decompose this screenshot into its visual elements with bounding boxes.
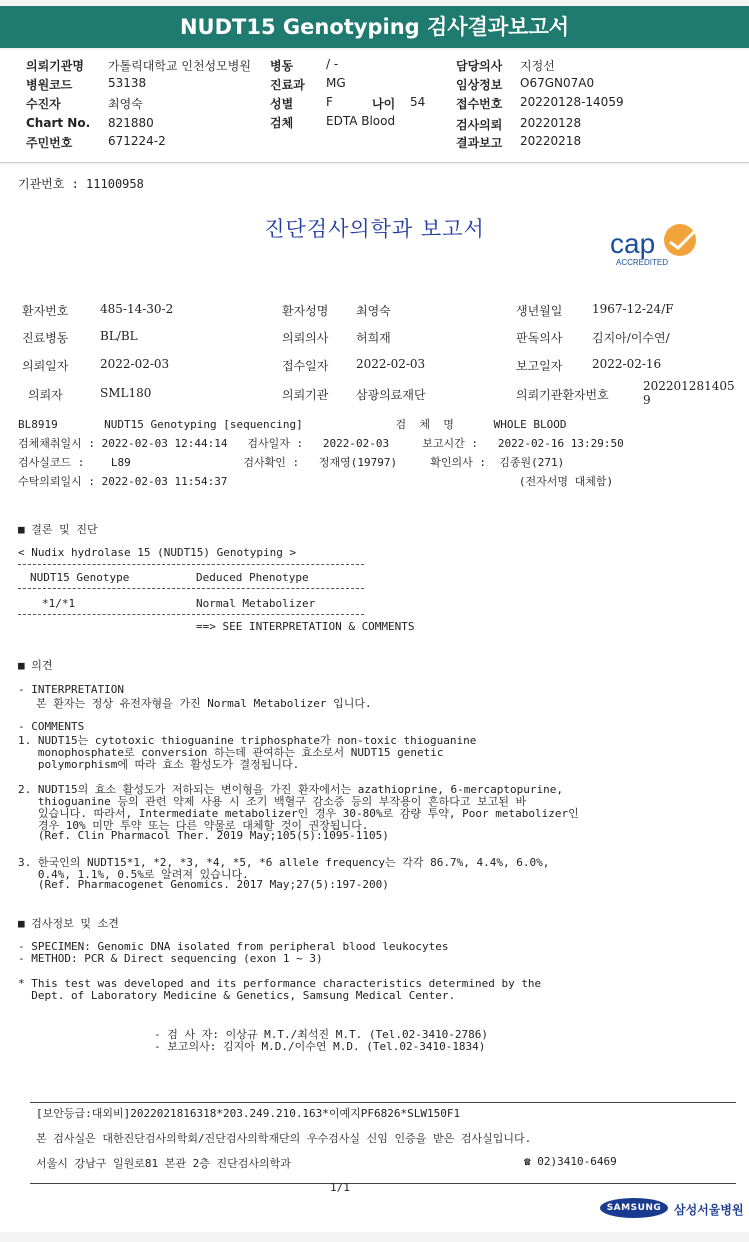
- comment-line: (Ref. Pharmacogenet Genomics. 2017 May;27(5):197-200): [18, 878, 389, 891]
- info-label: 접수일자: [282, 359, 329, 373]
- info-value: 202201281405: [643, 379, 735, 393]
- results-subtitle: < Nudix hydrolase 15 (NUDT15) Genotyping >: [18, 546, 297, 559]
- field-label: 임상정보: [456, 78, 503, 92]
- info-label: 의뢰기관: [282, 388, 329, 402]
- interpretation-text: 본 환자는 정상 유전자형을 가진 Normal Metabolizer 입니다.: [36, 697, 372, 710]
- info-value: 9: [643, 393, 651, 407]
- certification-line: 본 검사실은 대한진단검사의학회/진단검사의학재단의 우수검사실 신임 인증을 받은 검사실입니다.: [36, 1132, 532, 1145]
- report-title: 진단검사의학과 보고서: [264, 217, 485, 241]
- field-label: 주민번호: [26, 136, 73, 150]
- field-value: 20220128-14059: [520, 95, 624, 109]
- comment-line: 있습니다. 따라서, Intermediate metabolizer인 경우 30-80%로 감량 투약, Poor metabolizer인: [18, 807, 579, 820]
- see-interpretation: ==> SEE INTERPRETATION & COMMENTS: [196, 620, 415, 633]
- cap-logo-sub: ACCREDITED: [616, 258, 669, 267]
- divider: [18, 614, 364, 615]
- info-value: 최영숙: [356, 304, 391, 318]
- divider: [18, 564, 364, 565]
- cap-logo-icon: [608, 220, 718, 268]
- info-value: 삼광의료재단: [356, 388, 426, 402]
- field-label: 담당의사: [456, 59, 503, 73]
- info-label: 의뢰일자: [22, 359, 69, 373]
- comment-line: 경우 10% 미만 투약 또는 다른 약물로 대체할 것이 권장됩니다.: [18, 819, 369, 832]
- field-value: O67GN07A0: [520, 76, 595, 90]
- spec-line: * This test was developed and its performance characteristics determined by the: [18, 977, 542, 990]
- info-value: 김지아/이수연/: [592, 331, 670, 345]
- comments-heading: - COMMENTS: [18, 720, 85, 733]
- field-value: 20220128: [520, 116, 582, 130]
- samsung-logo-badge: SAMSUNG: [600, 1198, 668, 1218]
- col-phenotype: Deduced Phenotype: [196, 571, 309, 584]
- comment-line: (Ref. Clin Pharmacol Ther. 2019 May;105(5):1095-1105): [18, 829, 389, 842]
- spec-line: - METHOD: PCR & Direct sequencing (exon 1 ~ 3): [18, 952, 323, 965]
- info-value: 1967-12-24/F: [592, 302, 674, 316]
- field-label: 접수번호: [456, 97, 503, 111]
- info-value: 2022-02-03: [356, 357, 426, 371]
- report-title-bar: NUDT15 Genotyping 검사결과보고서: [0, 6, 749, 48]
- info-value: 허희재: [356, 331, 391, 345]
- field-label: 결과보고: [456, 136, 503, 150]
- field-value: 53138: [108, 76, 147, 90]
- info-value: 2022-02-16: [592, 357, 662, 371]
- info-label: 환자성명: [282, 304, 329, 318]
- cap-accredited-logo: [608, 220, 718, 268]
- field-value: 최영숙: [108, 97, 143, 111]
- staff-line: - 검 사 자: 이상규 M.T./최석진 M.T. (Tel.02-3410-2786): [154, 1028, 489, 1041]
- field-value: 가톨릭대학교 인천성모병원: [108, 59, 251, 73]
- section-title-opinion: ■ 의견: [18, 659, 53, 672]
- field-label: 병원코드: [26, 78, 73, 92]
- hospital-brand-name: 삼성서울병원: [674, 1203, 744, 1217]
- page-number: 1/1: [330, 1181, 350, 1194]
- field-value: 821880: [108, 116, 154, 130]
- genotype-value: *1/*1: [42, 597, 76, 610]
- info-label: 의뢰자: [28, 388, 63, 402]
- field-value: MG: [326, 76, 346, 90]
- field-label: 성별: [270, 97, 294, 111]
- address-line: 서울시 강남구 일원로81 본관 2층 진단검사의학과: [36, 1157, 291, 1170]
- field-label: 진료과: [270, 78, 305, 92]
- field-label: 의뢰기관명: [26, 59, 84, 73]
- order-header: [0, 50, 749, 163]
- phone-line: ☎ 02)3410-6469: [524, 1155, 617, 1168]
- comment-line: thioguanine 등의 관련 약제 사용 시 조기 백혈구 감소증 등의 부작용이 흔하다고 보고된 바: [18, 795, 527, 808]
- spec-line: - SPECIMEN: Genomic DNA isolated from peripheral blood leukocytes: [18, 940, 449, 953]
- field-label: 검사의뢰: [456, 118, 503, 132]
- lab-report-page: [0, 165, 749, 1232]
- info-label: 생년월일: [516, 304, 563, 318]
- field-label: 병동: [270, 59, 294, 73]
- phenotype-value: Normal Metabolizer: [196, 597, 316, 610]
- info-value: 2022-02-03: [100, 357, 170, 371]
- field-value: 671224-2: [108, 134, 166, 148]
- comment-line: 0.4%, 1.1%, 0.5%로 알려져 있습니다.: [18, 868, 249, 881]
- field-value: 54: [410, 95, 426, 109]
- institution-number: 기관번호 : 11100958: [18, 177, 144, 191]
- field-label: 나이: [372, 97, 396, 111]
- info-label: 의뢰기관환자번호: [516, 388, 609, 402]
- spec-line: Dept. of Laboratory Medicine & Genetics, Samsung Medical Center.: [18, 989, 456, 1002]
- test-line: 검체채취일시 : 2022-02-03 12:44:14 검사일자 : 2022-02-03 보고시간 : 2022-02-16 13:29:50: [18, 437, 624, 450]
- report-footer: [30, 1102, 736, 1184]
- col-genotype: NUDT15 Genotype: [30, 571, 130, 584]
- field-value: / -: [326, 57, 339, 71]
- divider: [18, 588, 364, 589]
- section-title-results: ■ 결론 및 진단: [18, 523, 98, 536]
- test-line: BL8919 NUDT15 Genotyping [sequencing] 검 체 명 WHOLE BLOOD: [18, 418, 567, 431]
- comment-line: polymorphism에 따라 효소 활성도가 결정됩니다.: [18, 758, 300, 771]
- field-value: 20220218: [520, 134, 582, 148]
- info-label: 판독의사: [516, 331, 563, 345]
- info-value: BL/BL: [100, 329, 138, 343]
- comment-line: 1. NUDT15는 cytotoxic thioguanine triphosphate가 non-toxic thioguanine: [18, 734, 477, 747]
- field-label: 수진자: [26, 97, 61, 111]
- info-label: 진료병동: [22, 331, 69, 345]
- info-value: SML180: [100, 386, 152, 400]
- section-title-specimen: ■ 검사정보 및 소견: [18, 917, 119, 930]
- staff-line: - 보고의사: 김지아 M.D./이수연 M.D. (Tel.02-3410-1834): [154, 1040, 486, 1053]
- info-value: 485-14-30-2: [100, 302, 174, 316]
- field-label: Chart No.: [26, 116, 91, 130]
- comment-line: 2. NUDT15의 효소 활성도가 저하되는 변이형을 가진 환자에서는 azathioprine, 6-mercaptopurine,: [18, 783, 564, 796]
- security-line: [보안등급:대외비]2022021816318*203.249.210.163*이예지PF6826*SLW150F1: [36, 1107, 461, 1120]
- comment-line: 3. 한국인의 NUDT15*1, *2, *3, *4, *5, *6 allele frequency는 각각 86.7%, 4.4%, 6.0%,: [18, 856, 550, 869]
- test-line: 검사실코드 : L89 검사확인 : 정재영(19797) 확인의사 : 김종원(271): [18, 456, 565, 469]
- info-label: 보고일자: [516, 359, 563, 373]
- field-label: 검체: [270, 116, 294, 130]
- cap-logo-text: cap: [610, 228, 656, 259]
- interpretation-heading: - INTERPRETATION: [18, 683, 124, 696]
- info-label: 의뢰의사: [282, 331, 329, 345]
- field-value: F: [326, 95, 333, 109]
- info-label: 환자번호: [22, 304, 69, 318]
- comment-line: monophosphate로 conversion 하는데 관여하는 효소로서 NUDT15 genetic: [18, 746, 444, 759]
- field-value: EDTA Blood: [326, 114, 396, 128]
- test-line: 수탁의뢰일시 : 2022-02-03 11:54:37 (전자서명 대체함): [18, 475, 614, 488]
- field-value: 지정선: [520, 59, 555, 73]
